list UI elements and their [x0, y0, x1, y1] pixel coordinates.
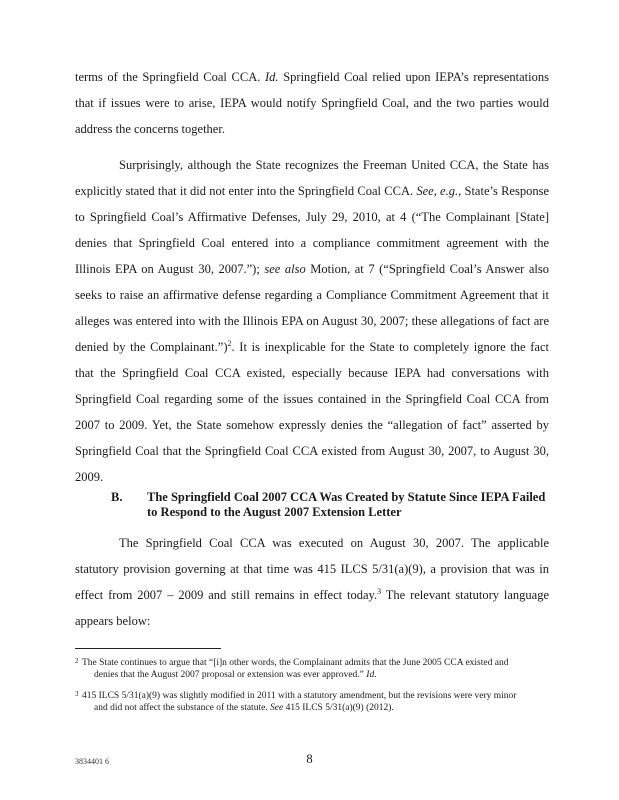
paragraph-3-text-a: The Springfield Coal CCA was executed on August 30, 2007. The applicable statutory provision governing at that time was 415 ILCS 5/31(a)(9), a provision that was in effect from 2007 – 2009 and still remains in effect today. [75, 536, 549, 602]
footnote-3-number: 3 [75, 690, 79, 698]
footnote-3-line2: and did not affect the substance of the statute. [94, 703, 271, 713]
citation-see-eg: See, e.g., [416, 184, 462, 198]
paragraph-3 [75, 530, 549, 634]
footnote-2-number: 2 [75, 657, 79, 665]
footnote-ref-3[interactable]: 3 [377, 587, 382, 596]
paragraph-2-text-b: State’s Response to Springfield Coal’s Affirmative Defenses, July 29, 2010, at 4 (“The Complainant [State] denies that Springfield Coal entered into a compliance commitment agreement with the Illinois EPA on August 30, 2007.”); [75, 184, 549, 276]
paragraph-3-text-b: The relevant statutory language appears below: [75, 588, 549, 628]
paragraph-1 [75, 64, 549, 142]
paragraph-2-text-a: Surprisingly, although the State recognizes the Freeman United CCA, the State has explicitly stated that it did not enter into the Springfield Coal CCA. [75, 158, 549, 198]
footnote-2-citation: Id. [366, 670, 377, 680]
paragraph-2-text-d: . It is inexplicable for the State to completely ignore the fact that the Springfield Coal CCA existed, especially because IEPA had conversations with Springfield Coal regarding some of the issues contained in the Springfield Coal CCA from 2007 to 2009. Yet, the State somehow expressly denies the “allegation of fact” asserted by Springfield Coal that the Springfield Coal CCA existed from August 30, 2007, to August 30, 2009. [75, 340, 549, 484]
footnote-2 [75, 657, 549, 681]
footnote-3 [75, 690, 549, 714]
footnote-2-line1: The State continues to argue that “[i]n other words, the Complainant admits that the June 2005 CCA existed and [82, 658, 509, 668]
paragraph-2 [75, 152, 549, 490]
paragraph-1-text-b: Springfield Coal relied upon IEPA’s representations that if issues were to arise, IEPA would notify Springfield Coal, and the two parties would address the concerns together. [75, 70, 549, 136]
citation-id: Id. [265, 70, 279, 84]
paragraph-2-text-c: Motion, at 7 (“Springfield Coal’s Answer also seeks to raise an affirmative defense regarding a Compliance Commitment Agreement that it alleges was entered into with the Illinois EPA on August 30, 2007; these allegations of fact are denied by the Complainant.”) [75, 262, 549, 354]
footnote-3-line2-tail: 415 ILCS 5/31(a)(9) (2012). [283, 703, 394, 713]
paragraph-1-text-a: terms of the Springfield Coal CCA. [75, 70, 266, 84]
footnote-separator [75, 648, 221, 649]
document-id: 3834401 6 [75, 757, 109, 766]
section-letter: B. [111, 490, 123, 504]
page-number: 8 [306, 752, 313, 766]
section-title: The Springfield Coal 2007 CCA Was Created by Statute Since IEPA Failed to Respond to the August 2007 Extension Letter [147, 490, 546, 519]
footnote-2-line2: denies that the August 2007 proposal or extension was ever approved.” [94, 670, 367, 680]
citation-see-also: see also [264, 262, 306, 276]
footnote-3-citation: See [270, 703, 284, 713]
footnote-ref-2[interactable]: 2 [227, 339, 232, 348]
footnote-3-line1: 415 ILCS 5/31(a)(9) was slightly modified in 2011 with a statutory amendment, but the revisions were very minor [82, 691, 517, 701]
